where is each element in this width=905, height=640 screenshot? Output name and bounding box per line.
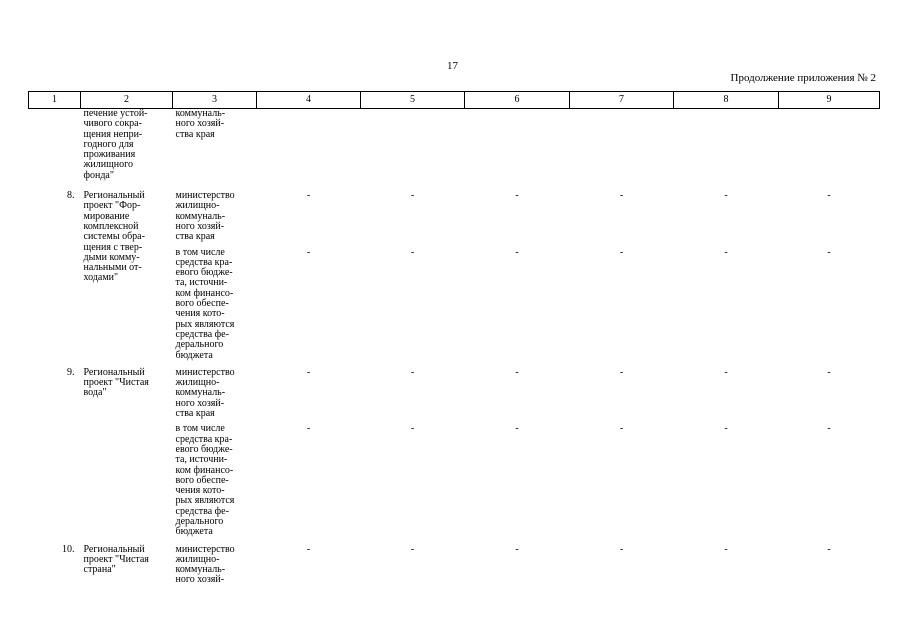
executor: министерство жилищно- коммуналь- ного хозяй- ства края [175, 190, 235, 243]
executor-subtotal: в том числе средства кра- евого бюдже- та, источни- ком финансо- вого обеспе- чения кото- рых являются средства фе- дерального бюджета [175, 246, 235, 361]
value-cell: - [619, 190, 624, 202]
value-cell: - [827, 423, 831, 435]
value-cell: - [515, 543, 519, 555]
row-number: 8. [67, 190, 75, 202]
value-cell: - [619, 246, 624, 258]
column-header: 4 [257, 92, 361, 109]
project-name: Региональный проект "Чистая страна" [83, 543, 149, 576]
column-header: 8 [674, 92, 779, 109]
value-cell: - [827, 543, 831, 555]
column-header: 9 [779, 92, 880, 109]
value-cell: - [724, 423, 728, 435]
executor-subtotal: в том числе средства кра- евого бюдже- та, источни- ком финансо- вого обеспе- чения кото- рых являются средства фе- дерального бюджета [175, 423, 235, 538]
value-cell: - [619, 423, 624, 435]
project-name: Региональный проект "Чистая вода" [83, 366, 149, 399]
value-cell: - [410, 366, 415, 378]
value-cell: - [619, 543, 624, 555]
table-row [29, 191, 880, 242]
table-header-row [29, 92, 880, 109]
table-row [29, 545, 880, 586]
project-name: Региональный проект "Фор- мирование комплексной системы обра- щения с твер- дыми комму- нальными от- ходами" [83, 190, 145, 284]
value-cell: - [515, 190, 519, 202]
page-number: 17 [447, 60, 458, 72]
value-cell: - [619, 366, 624, 378]
appendix-continuation-title: Продолжение приложения № 2 [730, 72, 876, 84]
value-cell: - [306, 190, 311, 202]
value-cell: - [515, 366, 519, 378]
table-row [29, 368, 880, 419]
column-header: 6 [465, 92, 570, 109]
column-header: 1 [29, 92, 81, 109]
value-cell: - [306, 423, 311, 435]
value-cell: - [306, 246, 311, 258]
value-cell: - [827, 246, 831, 258]
value-cell: - [724, 246, 728, 258]
column-header: 3 [173, 92, 257, 109]
value-cell: - [306, 543, 311, 555]
row-number: 10. [62, 543, 75, 555]
value-cell: - [827, 366, 831, 378]
executor: министерство жилищно- коммуналь- ного хозяй- [175, 543, 235, 586]
budget-table [28, 91, 880, 586]
column-header: 7 [570, 92, 674, 109]
executor-continuation: коммуналь- ного хозяй- ства края [175, 108, 226, 140]
value-cell: - [827, 190, 831, 202]
value-cell: - [410, 190, 415, 202]
value-cell: - [306, 366, 311, 378]
value-cell: - [410, 246, 415, 258]
project-name-continuation: печение устой- чивого сокра- щения непри- годного для проживания жилищного фонда" [83, 108, 148, 181]
column-header: 2 [81, 92, 173, 109]
value-cell: - [724, 543, 728, 555]
table-row [29, 109, 880, 182]
value-cell: - [515, 246, 519, 258]
row-number: 9. [67, 366, 75, 378]
column-header: 5 [361, 92, 465, 109]
value-cell: - [410, 543, 415, 555]
value-cell: - [724, 190, 728, 202]
value-cell: - [515, 423, 519, 435]
value-cell: - [724, 366, 728, 378]
executor: министерство жилищно- коммуналь- ного хозяй- ства края [175, 366, 235, 420]
value-cell: - [410, 423, 415, 435]
